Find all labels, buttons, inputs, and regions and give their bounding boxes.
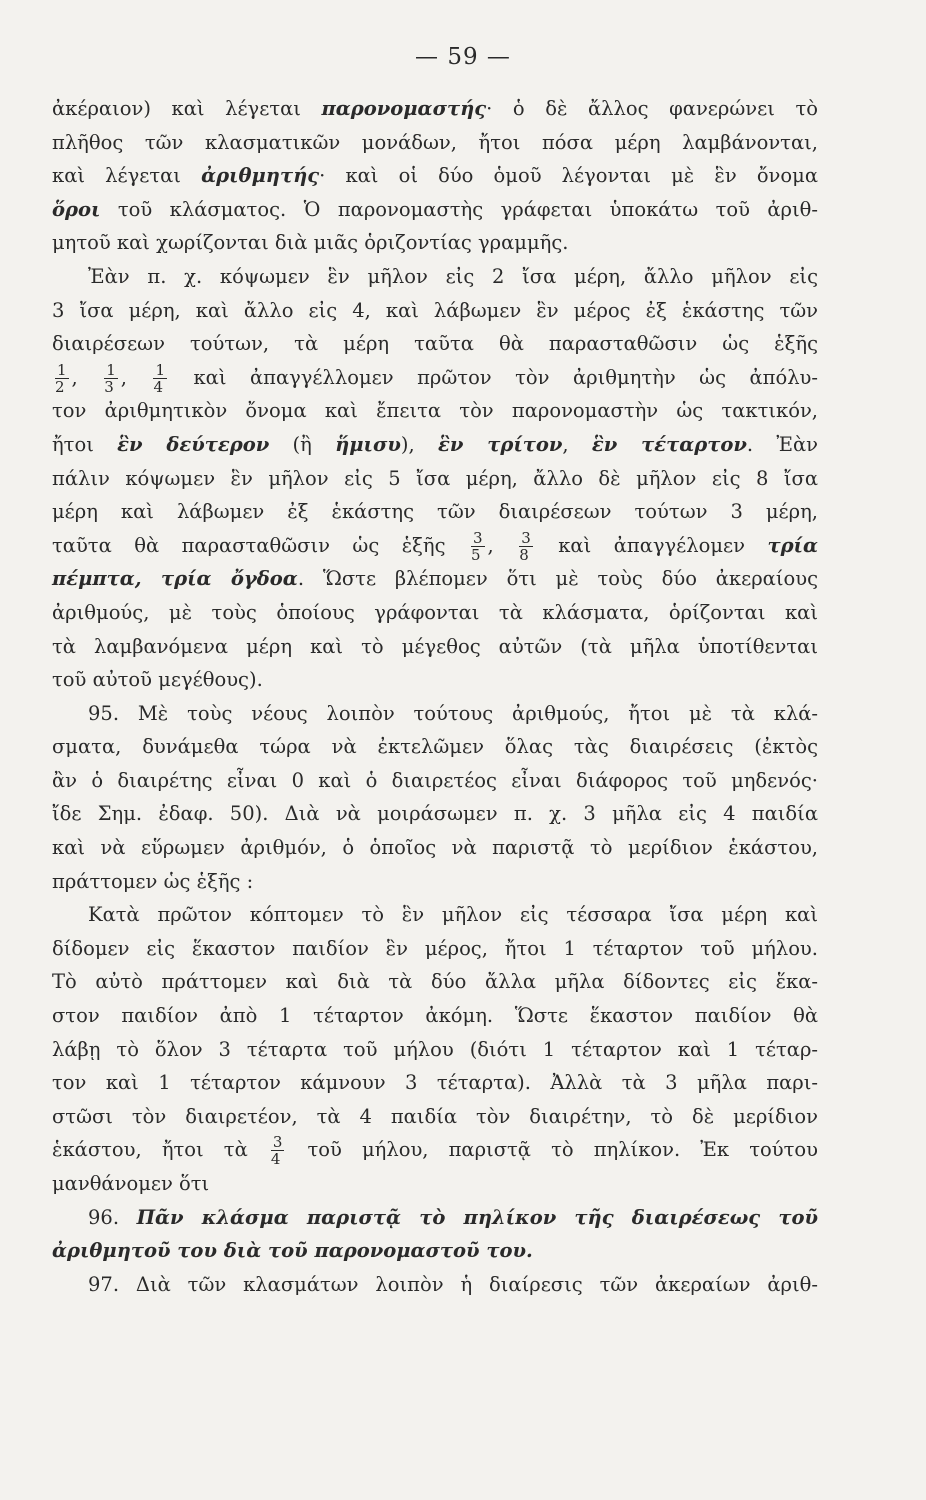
- text-line: [52, 596, 818, 630]
- text-line: [52, 865, 818, 899]
- fraction-numerator: 3: [521, 528, 531, 547]
- fraction-numerator: 3: [272, 1133, 283, 1152]
- text-run: 3 ἴσα μέρη, καὶ ἄλλο εἰς 4, καὶ λάβωμεν ἓν μέρος ἐξ ἑκάστης τῶν: [52, 298, 818, 322]
- text-run: ),: [400, 432, 438, 456]
- text-line: [52, 831, 818, 865]
- emphasized-text: ἓν τρίτον: [437, 432, 563, 456]
- text-line: [52, 1133, 818, 1167]
- text-run: ,: [562, 432, 592, 456]
- fraction-denominator: 3: [104, 377, 114, 396]
- text-run: 96.: [88, 1205, 137, 1229]
- text-run: ,: [71, 365, 102, 389]
- fraction: [519, 530, 533, 563]
- text-run: ,: [120, 365, 151, 389]
- fraction: [471, 530, 485, 563]
- text-run: σματα, δυνάμεθα τώρα νὰ ἐκτελῶμεν ὅλας τὰς διαιρέσεις (ἐκτὸς: [52, 735, 818, 759]
- fraction: [271, 1134, 285, 1167]
- text-run: Ἐὰν π. χ. κόψωμεν ἓν μῆλον εἰς 2 ἴσα μέρη, ἄλλο μῆλον εἰς: [88, 264, 818, 288]
- fraction-numerator: 1: [57, 360, 67, 379]
- text-run: Κατὰ πρῶτον κόπτομεν τὸ ἓν μῆλον εἰς τέσσαρα ἴσα μέρη καὶ: [88, 903, 818, 927]
- fraction: [55, 362, 69, 395]
- fraction-numerator: 1: [155, 360, 166, 379]
- text-run: τοῦ μήλου, παριστᾷ τὸ πηλίκον. Ἐκ τούτου: [287, 1138, 818, 1162]
- text-run: καὶ ἀπαγγέλλομεν πρῶτον τὸν ἀριθμητὴν ὡς ἀπόλυ-: [170, 365, 818, 389]
- text-run: στον παιδίον ἀπὸ 1 τέταρτον ἀκόμη. Ὥστε ἕκαστον παιδίον θὰ: [52, 1004, 818, 1028]
- text-run: . Ὥστε βλέπομεν ὅτι μὲ τοὺς δύο ἀκεραίους: [297, 567, 818, 591]
- emphasized-text: παρονομαστής: [321, 97, 487, 120]
- text-run: μανθάνομεν ὅτι: [52, 1172, 210, 1195]
- text-line: [52, 529, 818, 563]
- text-run: τὰ λαμβανόμενα μέρη καὶ τὸ μέγεθος αὐτῶν (τὰ μῆλα ὑποτίθενται: [52, 634, 818, 658]
- text-line: [52, 260, 818, 294]
- text-line: [52, 932, 818, 966]
- text-line: [52, 1201, 818, 1235]
- fraction: [153, 362, 167, 395]
- emphasized-text: ἓν δεύτερον: [117, 432, 270, 456]
- text-run: ἂν ὁ διαιρέτης εἶναι 0 καὶ ὁ διαιρετέος εἶναι διάφορος τοῦ μηδενός·: [52, 768, 818, 792]
- page-number: — 59 —: [415, 44, 511, 70]
- text-line: [52, 294, 818, 328]
- text-run: δίδομεν εἰς ἕκαστον παιδίον ἓν μέρος, ἤτοι 1 τέταρτον τοῦ μήλου.: [52, 936, 818, 960]
- text-run: διαιρέσεων τούτων, τὰ μέρη ταῦτα θὰ παρασταθῶσιν ὡς ἑξῆς: [52, 332, 818, 356]
- text-line: [52, 1268, 818, 1302]
- text-line: [52, 193, 818, 227]
- fraction-denominator: 5: [471, 545, 481, 564]
- fraction-denominator: 2: [55, 377, 65, 396]
- text-line: [52, 1033, 818, 1067]
- emphasized-text: ἀριθμητής: [201, 164, 320, 188]
- fraction-denominator: 4: [153, 377, 164, 396]
- emphasized-text: Πᾶν κλάσμα παριστᾷ τὸ πηλίκον τῆς διαιρέσεως τοῦ: [136, 1205, 818, 1229]
- text-line: [52, 797, 818, 831]
- text-line: [52, 999, 818, 1033]
- text-run: . Ἐὰν: [746, 432, 819, 456]
- text-run: ἴδε Σημ. ἐδαφ. 50). Διὰ νὰ μοιράσωμεν π. χ. 3 μῆλα εἰς 4 παιδία: [52, 802, 818, 826]
- text-line: [52, 630, 818, 664]
- text-run: λάβῃ τὸ ὅλον 3 τέταρτα τοῦ μήλου (διότι 1 τέταρτον καὶ 1 τέταρ-: [52, 1037, 818, 1061]
- emphasized-text: ἓν τέταρτον: [591, 432, 747, 456]
- emphasized-text: τρία: [767, 533, 818, 557]
- text-run: μητοῦ καὶ χωρίζονται διὰ μιᾶς ὁριζοντίας γραμμῆς.: [52, 231, 569, 255]
- fraction-denominator: 4: [270, 1150, 281, 1169]
- text-run: πλῆθος τῶν κλασματικῶν μονάδων, ἤτοι πόσα μέρη λαμβάνονται,: [52, 130, 818, 154]
- text-run: καὶ ἀπαγγέλομεν: [535, 533, 768, 557]
- text-run: · ὁ δὲ ἄλλος φανερώνει τὸ: [486, 97, 818, 120]
- emphasized-text: ἀριθμητοῦ του διὰ τοῦ παρονομαστοῦ του.: [52, 1239, 533, 1263]
- text-line: [52, 1167, 818, 1201]
- text-run: πράττομεν ὡς ἑξῆς :: [52, 869, 254, 893]
- text-line: [52, 495, 818, 529]
- text-line: [52, 428, 818, 462]
- emphasized-text: ἥμισυ: [335, 432, 401, 456]
- text-run: στῶσι τὸν διαιρετέον, τὰ 4 παιδία τὸν διαιρέτην, τὸ δὲ μερίδιον: [52, 1104, 818, 1128]
- emphasized-text: ὅροι: [52, 197, 101, 221]
- text-run: ,: [487, 533, 517, 557]
- text-run: ἀριθμούς, μὲ τοὺς ὁποίους γράφονται τὰ κλάσματα, ὁρίζονται καὶ: [52, 600, 818, 624]
- text-run: τοῦ κλάσματος. Ὁ παρονομαστὴς γράφεται ὑποκάτω τοῦ ἀριθ-: [100, 197, 818, 221]
- text-line: [52, 1234, 818, 1268]
- fraction-numerator: 3: [473, 528, 483, 547]
- text-line: [52, 327, 818, 361]
- text-line: [52, 462, 818, 496]
- text-run: πάλιν κόψωμεν ἓν μῆλον εἰς 5 ἴσα μέρη, ἄλλο δὲ μῆλον εἰς 8 ἴσα: [52, 466, 818, 490]
- text-line: [52, 730, 818, 764]
- text-line: [52, 1100, 818, 1134]
- text-run: τοῦ αὐτοῦ μεγέθους).: [52, 668, 263, 692]
- text-line: [52, 965, 818, 999]
- text-line: [52, 126, 818, 160]
- text-run: ἤτοι: [52, 432, 118, 456]
- text-run: (ἢ: [269, 432, 336, 456]
- text-run: καὶ λέγεται: [52, 164, 202, 188]
- text-run: ἑκάστου, ἤτοι τὰ: [52, 1138, 268, 1162]
- text-body: [52, 92, 818, 1301]
- text-line: [52, 394, 818, 428]
- text-line: [52, 159, 818, 193]
- fraction-denominator: 8: [519, 545, 529, 564]
- text-line: [52, 663, 818, 697]
- text-run: 97. Διὰ τῶν κλασμάτων λοιπὸν ἡ διαίρεσις τῶν ἀκεραίων ἀριθ-: [88, 1272, 818, 1296]
- text-run: μέρη καὶ λάβωμεν ἐξ ἑκάστης τῶν διαιρέσεων τούτων 3 μέρη,: [52, 500, 818, 524]
- text-line: [52, 361, 818, 395]
- emphasized-text: πέμπτα, τρία ὄγδοα: [52, 567, 298, 591]
- text-run: 95. Μὲ τοὺς νέους λοιπὸν τούτους ἀριθμούς, ἤτοι μὲ τὰ κλά-: [88, 701, 818, 725]
- text-run: Τὸ αὐτὸ πράττομεν καὶ διὰ τὰ δύο ἄλλα μῆλα δίδοντες εἰς ἕκα-: [52, 970, 818, 994]
- text-line: [52, 1066, 818, 1100]
- text-run: ἀκέραιον) καὶ λέγεται: [52, 97, 322, 120]
- text-line: [52, 92, 818, 126]
- text-run: τον καὶ 1 τέταρτον κάμνουν 3 τέταρτα). Ἀλλὰ τὰ 3 μῆλα παρι-: [52, 1071, 818, 1095]
- text-line: [52, 562, 818, 596]
- text-line: [52, 898, 818, 932]
- text-line: [52, 226, 818, 260]
- text-run: καὶ νὰ εὕρωμεν ἀριθμόν, ὁ ὁποῖος νὰ παριστᾷ τὸ μερίδιον ἑκάστου,: [52, 836, 818, 860]
- fraction: [104, 362, 118, 395]
- text-line: [52, 764, 818, 798]
- fraction-numerator: 1: [106, 360, 116, 379]
- text-line: [52, 697, 818, 731]
- text-run: τον ἀριθμητικὸν ὄνομα καὶ ἔπειτα τὸν παρονομαστὴν ὡς τακτικόν,: [52, 399, 818, 423]
- text-run: · καὶ οἱ δύο ὁμοῦ λέγονται μὲ ἓν ὄνομα: [319, 164, 818, 188]
- text-run: ταῦτα θὰ παρασταθῶσιν ὡς ἑξῆς: [52, 533, 468, 557]
